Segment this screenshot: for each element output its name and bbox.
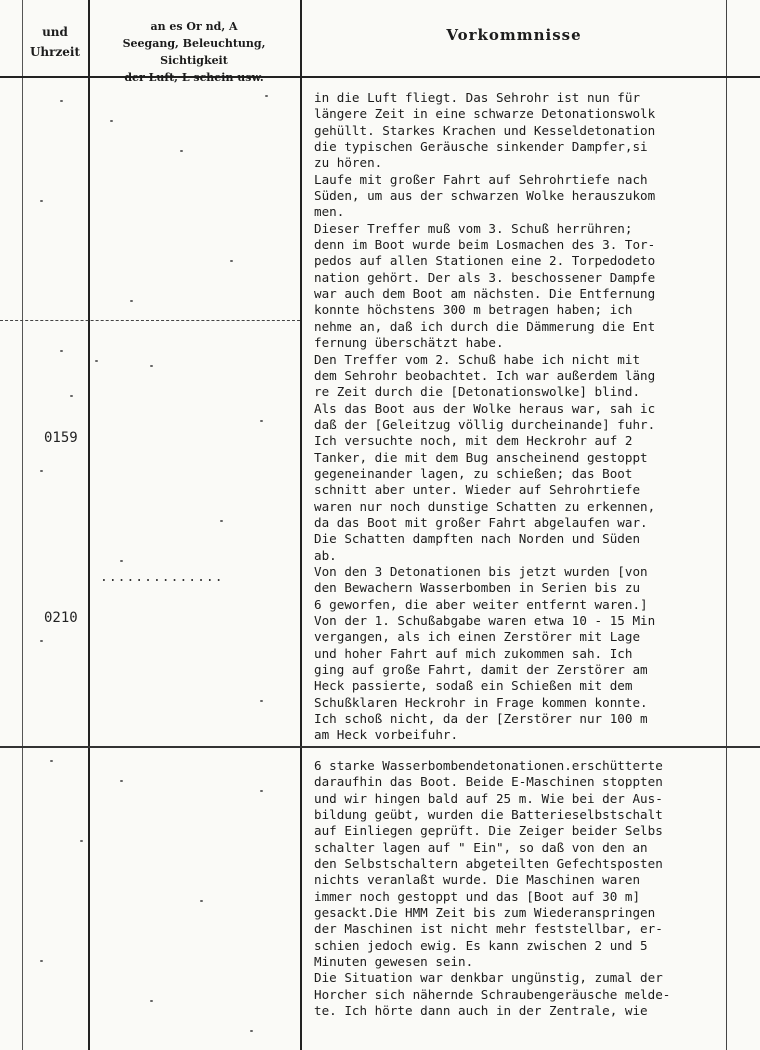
text-line: pedos auf allen Stationen eine 2. Torpedodeto	[314, 253, 656, 269]
text-line: nehme an, daß ich durch die Dämmerung die Ent	[314, 318, 656, 334]
scan-speck	[40, 960, 43, 962]
text-line: Als das Boot aus der Wolke heraus war, sah ic	[314, 400, 656, 416]
text-line: konnte höchstens 300 m betragen haben; ich	[314, 302, 633, 318]
text-line: Den Treffer vom 2. Schuß habe ich nicht mit	[314, 351, 641, 367]
text-line: gehüllt. Starkes Krachen und Kesseldetonation	[314, 122, 656, 138]
scan-speck	[95, 360, 98, 362]
events-text-part2	[314, 758, 760, 1020]
text-line: Die Schatten dampften nach Norden und Süden	[314, 531, 641, 547]
header-events-column: Vorkommnisse	[446, 26, 582, 44]
text-line: fernung überschätzt habe.	[314, 335, 504, 351]
scan-speck	[130, 300, 133, 302]
text-line: längere Zeit in eine schwarze Detonationswolk	[314, 106, 656, 122]
scan-speck	[110, 120, 113, 122]
column-divider-left	[22, 0, 23, 1050]
text-line: gegeneinander lagen, zu schießen; das Boot	[314, 465, 633, 481]
text-line: te. Ich hörte dann auch in der Zentrale, wie	[314, 1003, 648, 1019]
text-line: 6 geworfen, die aber weiter entfernt waren.]	[314, 596, 648, 612]
scan-speck	[230, 260, 233, 262]
row-separator-strong	[0, 746, 760, 748]
text-line: Minuten gewesen sein.	[314, 954, 474, 970]
scan-speck	[180, 150, 183, 152]
text-line: Ich schoß nicht, da der [Zerstörer nur 100 m	[314, 711, 648, 727]
time-entry: 0159	[44, 430, 78, 446]
scan-speck	[50, 760, 53, 762]
events-text-part1	[314, 90, 760, 744]
scan-speck	[260, 700, 263, 702]
text-line: Ich versuchte noch, mit dem Heckrohr auf 2	[314, 433, 633, 449]
text-line: men.	[314, 204, 345, 220]
text-line: der Maschinen ist nicht mehr feststellbar, er-	[314, 921, 663, 937]
text-line: Laufe mit großer Fahrt auf Sehrohrtiefe nach	[314, 171, 648, 187]
text-line: und hoher Fahrt auf mich zukommen sah. Ich	[314, 645, 633, 661]
scan-speck	[250, 1030, 253, 1032]
text-line: 6 starke Wasserbombendetonationen.erschütterte	[314, 758, 663, 773]
header-time-column	[24, 22, 86, 62]
scan-speck	[70, 395, 73, 397]
text-line: Dieser Treffer muß vom 3. Schuß herrühren;	[314, 220, 633, 236]
time-entry: 0210	[44, 610, 78, 626]
text-line: auf Einliegen geprüft. Die Zeiger beider Selbs	[314, 823, 663, 839]
text-line: gesackt.Die HMM Zeit bis zum Wiederanspringen	[314, 905, 656, 921]
text-line: und wir hingen bald auf 25 m. Wie bei der Aus-	[314, 790, 663, 806]
text-line: bildung geübt, wurden die Batterieselbstschalt	[314, 807, 663, 823]
text-line: Tanker, die mit dem Bug anscheinend gestoppt	[314, 449, 648, 465]
header-time-line: Uhrzeit	[29, 45, 81, 59]
text-line: re Zeit durch die [Detonationswolke] blind.	[314, 384, 641, 400]
text-line: Schußklaren Heckrohr in Frage kommen konnte.	[314, 694, 648, 710]
scan-speck	[60, 350, 63, 352]
text-line: vergangen, als ich einen Zerstörer mit Lage	[314, 629, 641, 645]
row-separator	[0, 320, 300, 322]
text-line: da das Boot mit großer Fahrt abgelaufen war.	[314, 514, 648, 530]
header-time-line: und	[42, 25, 68, 39]
text-line: immer noch gestoppt und das [Boot auf 30 m]	[314, 888, 641, 904]
header-weather-line: an es Or nd, A	[150, 20, 238, 33]
text-line: zu hören.	[314, 155, 383, 171]
scan-speck	[150, 1000, 153, 1002]
text-line: daß der [Geleitzug völlig durcheinande] fuhr.	[314, 416, 656, 432]
text-line: daraufhin das Boot. Beide E-Maschinen stoppten	[314, 774, 663, 790]
text-line: Horcher sich nähernde Schraubengeräusche melde-	[314, 986, 671, 1002]
scan-speck	[150, 365, 153, 367]
dotted-mark: ..............	[100, 570, 224, 585]
header-weather-line: der Luft, L schein usw.	[124, 71, 264, 84]
header-weather-column	[90, 18, 298, 86]
scan-speck	[220, 520, 223, 522]
column-divider-weather	[300, 0, 302, 1050]
text-line: Heck passierte, sodaß ein Schießen mit dem	[314, 678, 633, 694]
scan-speck	[40, 640, 43, 642]
text-line: nation gehört. Der als 3. beschossener Dampfe	[314, 269, 656, 285]
text-line: schien jedoch ewig. Es kann zwischen 2 und 5	[314, 937, 648, 953]
text-line: waren nur noch dunstige Schatten zu erkennen,	[314, 498, 656, 514]
scan-speck	[40, 470, 43, 472]
text-line: nichts veranlaßt wurde. Die Maschinen waren	[314, 872, 641, 888]
text-line: in die Luft fliegt. Das Sehrohr ist nun für	[314, 90, 641, 105]
text-line: Von den 3 Detonationen bis jetzt wurden [von	[314, 563, 648, 579]
text-line: ab.	[314, 547, 337, 563]
column-divider-time	[88, 0, 90, 1050]
text-line: den Bewachern Wasserbomben in Serien bis zu	[314, 580, 641, 596]
text-line: den Selbstschaltern abgeteilten Gefechtsposten	[314, 856, 663, 872]
scan-speck	[260, 420, 263, 422]
text-line: Die Situation war denkbar ungünstig, zumal der	[314, 970, 663, 986]
text-line: ging auf große Fahrt, damit der Zerstörer am	[314, 662, 648, 678]
text-line: war auch dem Boot am nächsten. Die Entfernung	[314, 286, 656, 302]
text-line: die typischen Geräusche sinkender Dampfer,si	[314, 139, 648, 155]
scan-speck	[40, 200, 43, 202]
scan-speck	[120, 560, 123, 562]
header-weather-line: Seegang, Beleuchtung, Sichtigkeit	[122, 37, 266, 67]
text-line: dem Sehrohr beobachtet. Ich war außerdem läng	[314, 367, 656, 383]
scan-speck	[80, 840, 83, 842]
text-line: denn im Boot wurde beim Losmachen des 3. Tor-	[314, 237, 656, 253]
text-line: am Heck vorbeifuhr.	[314, 727, 459, 743]
scan-speck	[265, 95, 268, 97]
text-line: Süden, um aus der schwarzen Wolke herauszukom	[314, 188, 656, 204]
text-line: schnitt aber unter. Wieder auf Sehrohrtiefe	[314, 482, 641, 498]
text-line: schalter lagen auf " Ein", so daß von den an	[314, 839, 648, 855]
scan-speck	[60, 100, 63, 102]
scan-speck	[120, 780, 123, 782]
text-line: Von der 1. Schußabgabe waren etwa 10 - 15 Min	[314, 613, 656, 628]
scan-speck	[200, 900, 203, 902]
scan-speck	[260, 790, 263, 792]
